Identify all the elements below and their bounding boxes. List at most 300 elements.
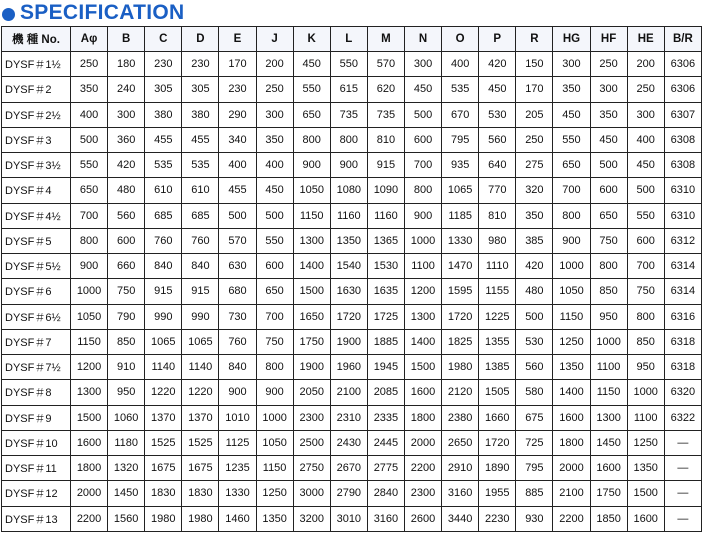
table-cell: 3000 xyxy=(293,481,330,506)
model-cell: DYSF＃9 xyxy=(2,405,71,430)
table-row xyxy=(2,430,702,455)
table-cell: 1065 xyxy=(182,329,219,354)
table-cell: 530 xyxy=(479,102,516,127)
table-cell: 1000 xyxy=(590,329,627,354)
table-cell: 1200 xyxy=(404,279,441,304)
column-header: R xyxy=(516,27,553,52)
table-cell: 420 xyxy=(479,52,516,77)
table-row xyxy=(2,77,702,102)
table-cell: 1500 xyxy=(627,481,664,506)
table-cell: 1000 xyxy=(627,380,664,405)
table-cell: 1530 xyxy=(367,254,404,279)
table-cell: 810 xyxy=(479,203,516,228)
table-cell: 1470 xyxy=(442,254,479,279)
table-cell: 1500 xyxy=(404,355,441,380)
table-cell: 2445 xyxy=(367,430,404,455)
table-cell: 1050 xyxy=(293,178,330,203)
table-cell: 1980 xyxy=(442,355,479,380)
bullet-icon xyxy=(2,8,15,21)
table-cell: 795 xyxy=(442,127,479,152)
column-header: M xyxy=(367,27,404,52)
table-cell: 550 xyxy=(293,77,330,102)
column-header: E xyxy=(219,27,256,52)
table-cell: 1560 xyxy=(108,506,145,532)
table-cell: 1180 xyxy=(108,430,145,455)
table-cell: 2300 xyxy=(404,481,441,506)
table-cell: 550 xyxy=(330,52,367,77)
table-cell: 2600 xyxy=(404,506,441,532)
table-cell: 600 xyxy=(404,127,441,152)
table-cell: 1100 xyxy=(627,405,664,430)
table-cell: 700 xyxy=(404,153,441,178)
table-cell: 1250 xyxy=(627,430,664,455)
table-cell: — xyxy=(664,481,701,506)
table-cell: 685 xyxy=(182,203,219,228)
table-cell: 1980 xyxy=(145,506,182,532)
table-cell: 150 xyxy=(516,52,553,77)
table-cell: 1100 xyxy=(404,254,441,279)
table-cell: 180 xyxy=(108,52,145,77)
table-cell: 6318 xyxy=(664,329,701,354)
table-cell: 1050 xyxy=(553,279,590,304)
table-cell: 2050 xyxy=(293,380,330,405)
table-cell: 1155 xyxy=(479,279,516,304)
table-cell: 535 xyxy=(145,153,182,178)
table-cell: — xyxy=(664,506,701,532)
table-cell: 360 xyxy=(108,127,145,152)
table-cell: 650 xyxy=(553,153,590,178)
table-cell: 1850 xyxy=(590,506,627,532)
table-cell: 650 xyxy=(71,178,108,203)
column-header: P xyxy=(479,27,516,52)
table-cell: 935 xyxy=(442,153,479,178)
table-cell: 700 xyxy=(71,203,108,228)
table-cell: 1800 xyxy=(404,405,441,430)
table-cell: 1600 xyxy=(404,380,441,405)
column-header: L xyxy=(330,27,367,52)
table-cell: 170 xyxy=(219,52,256,77)
table-body xyxy=(2,52,702,532)
table-cell: 290 xyxy=(219,102,256,127)
table-cell: 980 xyxy=(479,228,516,253)
model-cell: DYSF＃3½ xyxy=(2,153,71,178)
column-header: N xyxy=(404,27,441,52)
table-cell: 1650 xyxy=(293,304,330,329)
table-cell: 1675 xyxy=(182,456,219,481)
table-cell: 1400 xyxy=(553,380,590,405)
header-row xyxy=(2,27,702,52)
table-cell: 1090 xyxy=(367,178,404,203)
model-cell: DYSF＃6½ xyxy=(2,304,71,329)
table-cell: 6322 xyxy=(664,405,701,430)
table-cell: 650 xyxy=(293,102,330,127)
table-cell: 200 xyxy=(256,52,293,77)
table-cell: 800 xyxy=(590,254,627,279)
table-cell: 2775 xyxy=(367,456,404,481)
table-cell: 560 xyxy=(516,355,553,380)
table-cell: 1630 xyxy=(330,279,367,304)
table-cell: 2670 xyxy=(330,456,367,481)
table-cell: 760 xyxy=(219,329,256,354)
table-cell: 1320 xyxy=(108,456,145,481)
table-cell: 800 xyxy=(71,228,108,253)
table-row xyxy=(2,355,702,380)
table-cell: 6310 xyxy=(664,203,701,228)
model-cell: DYSF＃12 xyxy=(2,481,71,506)
table-cell: 1160 xyxy=(367,203,404,228)
table-cell: 480 xyxy=(516,279,553,304)
table-row xyxy=(2,380,702,405)
table-row xyxy=(2,254,702,279)
table-cell: 1150 xyxy=(590,380,627,405)
table-cell: 1725 xyxy=(367,304,404,329)
table-cell: 800 xyxy=(553,203,590,228)
table-cell: 1830 xyxy=(145,481,182,506)
table-cell: 500 xyxy=(71,127,108,152)
table-cell: 450 xyxy=(627,153,664,178)
table-cell: 790 xyxy=(108,304,145,329)
table-cell: 1400 xyxy=(293,254,330,279)
table-cell: 1110 xyxy=(479,254,516,279)
table-cell: 2500 xyxy=(293,430,330,455)
table-cell: 6314 xyxy=(664,279,701,304)
table-cell: 1080 xyxy=(330,178,367,203)
table-cell: 1150 xyxy=(293,203,330,228)
section-header xyxy=(2,0,185,26)
table-cell: 2430 xyxy=(330,430,367,455)
table-cell: 600 xyxy=(627,228,664,253)
table-cell: 2840 xyxy=(367,481,404,506)
table-cell: 1960 xyxy=(330,355,367,380)
table-cell: 850 xyxy=(108,329,145,354)
table-cell: 3010 xyxy=(330,506,367,532)
table-cell: 800 xyxy=(404,178,441,203)
specification-table xyxy=(1,26,702,532)
table-row xyxy=(2,153,702,178)
table-cell: 450 xyxy=(553,102,590,127)
table-cell: 850 xyxy=(590,279,627,304)
table-cell: 500 xyxy=(590,153,627,178)
table-cell: 1450 xyxy=(590,430,627,455)
model-cell: DYSF＃13 xyxy=(2,506,71,532)
table-cell: 1450 xyxy=(108,481,145,506)
table-cell: 1060 xyxy=(108,405,145,430)
table-cell: 2750 xyxy=(293,456,330,481)
table-cell: 580 xyxy=(516,380,553,405)
table-cell: 950 xyxy=(590,304,627,329)
table-cell: 535 xyxy=(182,153,219,178)
table-cell: 800 xyxy=(256,355,293,380)
table-cell: 915 xyxy=(367,153,404,178)
table-cell: 170 xyxy=(516,77,553,102)
table-cell: 600 xyxy=(108,228,145,253)
table-cell: 675 xyxy=(516,405,553,430)
table-cell: 1250 xyxy=(256,481,293,506)
table-cell: 1065 xyxy=(442,178,479,203)
table-row xyxy=(2,127,702,152)
table-cell: 300 xyxy=(404,52,441,77)
model-cell: DYSF＃5½ xyxy=(2,254,71,279)
table-cell: 450 xyxy=(256,178,293,203)
model-cell: DYSF＃2 xyxy=(2,77,71,102)
table-cell: 1525 xyxy=(182,430,219,455)
table-cell: 1750 xyxy=(590,481,627,506)
table-cell: 1890 xyxy=(479,456,516,481)
table-cell: 1900 xyxy=(330,329,367,354)
table-cell: 500 xyxy=(404,102,441,127)
table-cell: 795 xyxy=(516,456,553,481)
table-cell: 480 xyxy=(108,178,145,203)
table-row xyxy=(2,506,702,532)
table-cell: 6308 xyxy=(664,127,701,152)
table-cell: 500 xyxy=(219,203,256,228)
table-row xyxy=(2,178,702,203)
table-cell: 915 xyxy=(145,279,182,304)
table-cell: 650 xyxy=(590,203,627,228)
table-cell: 3200 xyxy=(293,506,330,532)
table-cell: 2100 xyxy=(553,481,590,506)
table-cell: 1720 xyxy=(442,304,479,329)
table-cell: 550 xyxy=(256,228,293,253)
table-cell: 1000 xyxy=(553,254,590,279)
table-cell: 1185 xyxy=(442,203,479,228)
table-cell: 350 xyxy=(590,102,627,127)
table-cell: 300 xyxy=(553,52,590,77)
table-cell: 1525 xyxy=(145,430,182,455)
table-cell: 900 xyxy=(404,203,441,228)
table-cell: 2120 xyxy=(442,380,479,405)
table-cell: 230 xyxy=(145,52,182,77)
column-header: J xyxy=(256,27,293,52)
table-row xyxy=(2,228,702,253)
table-cell: 2910 xyxy=(442,456,479,481)
model-cell: DYSF＃3 xyxy=(2,127,71,152)
table-cell: 400 xyxy=(627,127,664,152)
table-cell: 600 xyxy=(590,178,627,203)
table-cell: 1365 xyxy=(367,228,404,253)
table-cell: 760 xyxy=(145,228,182,253)
table-cell: 1400 xyxy=(404,329,441,354)
table-cell: 1540 xyxy=(330,254,367,279)
table-cell: 1600 xyxy=(590,456,627,481)
table-cell: 1220 xyxy=(182,380,219,405)
table-cell: 350 xyxy=(553,77,590,102)
model-cell: DYSF＃7½ xyxy=(2,355,71,380)
table-cell: — xyxy=(664,456,701,481)
table-cell: 1250 xyxy=(553,329,590,354)
table-cell: 420 xyxy=(108,153,145,178)
table-cell: — xyxy=(664,430,701,455)
table-cell: 3160 xyxy=(367,506,404,532)
table-cell: 1660 xyxy=(479,405,516,430)
table-cell: 340 xyxy=(219,127,256,152)
table-row xyxy=(2,102,702,127)
table-cell: 1150 xyxy=(256,456,293,481)
table-cell: 2085 xyxy=(367,380,404,405)
model-cell: DYSF＃2½ xyxy=(2,102,71,127)
table-cell: 840 xyxy=(145,254,182,279)
table-cell: 1050 xyxy=(256,430,293,455)
table-cell: 640 xyxy=(479,153,516,178)
column-header: C xyxy=(145,27,182,52)
table-cell: 1460 xyxy=(219,506,256,532)
table-cell: 2200 xyxy=(71,506,108,532)
table-cell: 570 xyxy=(367,52,404,77)
table-cell: 2100 xyxy=(330,380,367,405)
table-cell: 550 xyxy=(627,203,664,228)
table-cell: 2790 xyxy=(330,481,367,506)
table-cell: 240 xyxy=(108,77,145,102)
table-cell: 1065 xyxy=(145,329,182,354)
table-cell: 1160 xyxy=(330,203,367,228)
table-cell: 990 xyxy=(145,304,182,329)
table-cell: 6316 xyxy=(664,304,701,329)
table-cell: 560 xyxy=(479,127,516,152)
table-cell: 400 xyxy=(256,153,293,178)
table-cell: 350 xyxy=(256,127,293,152)
table-cell: 2335 xyxy=(367,405,404,430)
table-row xyxy=(2,203,702,228)
table-cell: 560 xyxy=(108,203,145,228)
column-header: HG xyxy=(553,27,590,52)
table-cell: 1330 xyxy=(219,481,256,506)
table-cell: 2230 xyxy=(479,506,516,532)
column-header: O xyxy=(442,27,479,52)
model-cell: DYSF＃8 xyxy=(2,380,71,405)
table-cell: 1945 xyxy=(367,355,404,380)
table-cell: 840 xyxy=(182,254,219,279)
table-cell: 1225 xyxy=(479,304,516,329)
table-cell: 550 xyxy=(553,127,590,152)
table-cell: 800 xyxy=(293,127,330,152)
table-cell: 1350 xyxy=(553,355,590,380)
table-cell: 300 xyxy=(108,102,145,127)
table-cell: 680 xyxy=(219,279,256,304)
table-cell: 1980 xyxy=(182,506,219,532)
column-header: Aφ xyxy=(71,27,108,52)
table-cell: 700 xyxy=(627,254,664,279)
model-cell: DYSF＃5 xyxy=(2,228,71,253)
table-cell: 3440 xyxy=(442,506,479,532)
table-cell: 1350 xyxy=(627,456,664,481)
table-row xyxy=(2,405,702,430)
table-cell: 320 xyxy=(516,178,553,203)
section-title: SPECIFICATION xyxy=(20,1,185,24)
table-cell: 910 xyxy=(108,355,145,380)
table-cell: 6318 xyxy=(664,355,701,380)
table-cell: 1355 xyxy=(479,329,516,354)
table-cell: 1330 xyxy=(442,228,479,253)
table-cell: 1100 xyxy=(590,355,627,380)
table-cell: 300 xyxy=(590,77,627,102)
table-cell: 750 xyxy=(256,329,293,354)
table-cell: 670 xyxy=(442,102,479,127)
table-cell: 1000 xyxy=(71,279,108,304)
table-cell: 385 xyxy=(516,228,553,253)
table-cell: 650 xyxy=(256,279,293,304)
table-cell: 6306 xyxy=(664,52,701,77)
table-cell: 930 xyxy=(516,506,553,532)
model-cell: DYSF＃4½ xyxy=(2,203,71,228)
table-cell: 2000 xyxy=(553,456,590,481)
column-header: HF xyxy=(590,27,627,52)
table-cell: 1385 xyxy=(479,355,516,380)
table-row xyxy=(2,304,702,329)
table-cell: 250 xyxy=(256,77,293,102)
table-cell: 900 xyxy=(219,380,256,405)
table-cell: 725 xyxy=(516,430,553,455)
table-cell: 660 xyxy=(108,254,145,279)
table-cell: 450 xyxy=(404,77,441,102)
table-cell: 1830 xyxy=(182,481,219,506)
table-cell: 1900 xyxy=(293,355,330,380)
table-cell: 1350 xyxy=(256,506,293,532)
table-cell: 6320 xyxy=(664,380,701,405)
model-cell: DYSF＃4 xyxy=(2,178,71,203)
model-cell: DYSF＃6 xyxy=(2,279,71,304)
table-cell: 1235 xyxy=(219,456,256,481)
table-cell: 2310 xyxy=(330,405,367,430)
table-cell: 1200 xyxy=(71,355,108,380)
table-cell: 1300 xyxy=(293,228,330,253)
table-cell: 900 xyxy=(553,228,590,253)
table-cell: 2000 xyxy=(71,481,108,506)
column-header: D xyxy=(182,27,219,52)
table-cell: 455 xyxy=(145,127,182,152)
table-cell: 750 xyxy=(627,279,664,304)
table-cell: 205 xyxy=(516,102,553,127)
table-cell: 250 xyxy=(71,52,108,77)
table-cell: 915 xyxy=(182,279,219,304)
table-cell: 735 xyxy=(367,102,404,127)
table-cell: 305 xyxy=(182,77,219,102)
column-header: HE xyxy=(627,27,664,52)
table-cell: 2200 xyxy=(553,506,590,532)
table-cell: 700 xyxy=(256,304,293,329)
table-cell: 1885 xyxy=(367,329,404,354)
table-cell: 1505 xyxy=(479,380,516,405)
table-cell: 200 xyxy=(627,52,664,77)
table-cell: 1000 xyxy=(404,228,441,253)
table-cell: 2300 xyxy=(293,405,330,430)
column-header: B/R xyxy=(664,27,701,52)
table-cell: 550 xyxy=(71,153,108,178)
column-header-model: 機 種 No. xyxy=(2,27,71,52)
table-cell: 230 xyxy=(219,77,256,102)
table-row xyxy=(2,279,702,304)
table-cell: 1955 xyxy=(479,481,516,506)
table-cell: 800 xyxy=(330,127,367,152)
table-cell: 6308 xyxy=(664,153,701,178)
table-cell: 1370 xyxy=(145,405,182,430)
table-cell: 6307 xyxy=(664,102,701,127)
table-cell: 450 xyxy=(293,52,330,77)
table-row xyxy=(2,481,702,506)
table-cell: 1600 xyxy=(553,405,590,430)
table-cell: 400 xyxy=(219,153,256,178)
table-cell: 380 xyxy=(182,102,219,127)
table-cell: 350 xyxy=(71,77,108,102)
table-cell: 6312 xyxy=(664,228,701,253)
table-cell: 500 xyxy=(516,304,553,329)
table-cell: 610 xyxy=(145,178,182,203)
table-cell: 500 xyxy=(627,178,664,203)
model-cell: DYSF＃11 xyxy=(2,456,71,481)
table-cell: 1140 xyxy=(145,355,182,380)
table-cell: 1600 xyxy=(627,506,664,532)
table-cell: 1370 xyxy=(182,405,219,430)
table-cell: 1000 xyxy=(256,405,293,430)
